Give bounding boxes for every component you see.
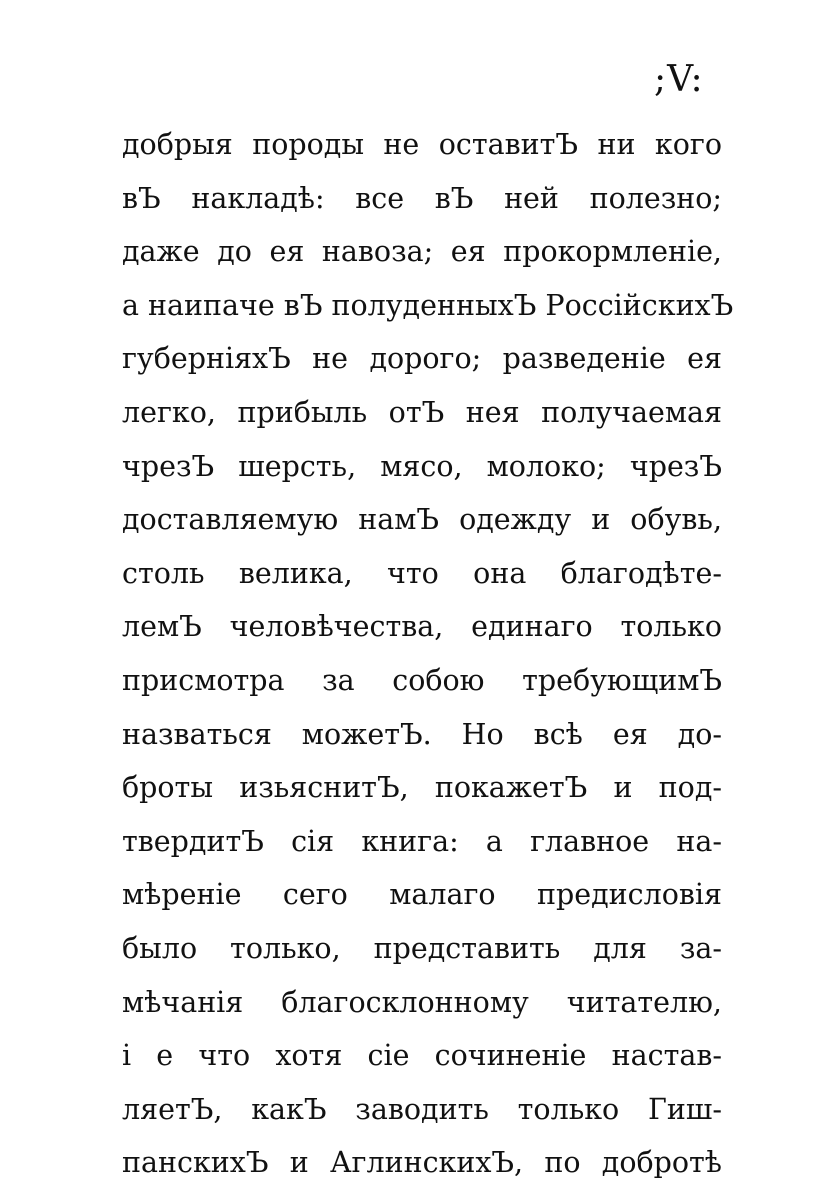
text-line: легко, прибыль отЪ нея получаемая — [122, 395, 722, 429]
text-line: броты изьяснитЪ, покажетЪ и под- — [122, 771, 722, 805]
text-line: ляетЪ, какЪ заводить только Гиш- — [122, 1092, 722, 1126]
body-text — [122, 118, 734, 1190]
text-line: присмотра за собою требующимЪ — [122, 663, 722, 697]
text-line: мѣреніе сего малаго предисловія — [122, 878, 722, 912]
text-line: і е что хотя сіе сочиненіе настав- — [122, 1039, 722, 1073]
text-line: было только, представить для за- — [122, 931, 722, 965]
text-line: мѣчанія благосклонному читателю, — [122, 985, 722, 1019]
text-line: доставляемую намЪ одежду и обувь, — [122, 503, 722, 537]
text-line: чрезЪ шерсть, мясо, молоко; чрезЪ — [122, 449, 722, 483]
text-line: твердитЪ сія книга: а главное на- — [122, 824, 722, 858]
text-line: столь велика, что она благодѣте- — [122, 556, 722, 590]
text-line: назваться можетЪ. Но всѣ ея до- — [122, 717, 722, 751]
text-line: добрыя породы не оставитЪ ни кого — [122, 128, 722, 161]
text-line: губерніяхЪ не дорого; разведеніе ея — [122, 342, 722, 376]
text-line: а наипаче вЪ полуденныхЪ РоссійскихЪ — [122, 288, 734, 322]
text-line: панскихЪ и АглинскихЪ, по добротѣ — [122, 1146, 722, 1180]
text-line: лемЪ человѣчества, единаго только — [122, 610, 722, 644]
page-number: ;V: — [654, 59, 704, 100]
text-line: даже до ея навоза; ея прокормленіе, — [122, 235, 722, 269]
text-line: вЪ накладѣ: все вЪ ней полезно; — [122, 181, 722, 215]
